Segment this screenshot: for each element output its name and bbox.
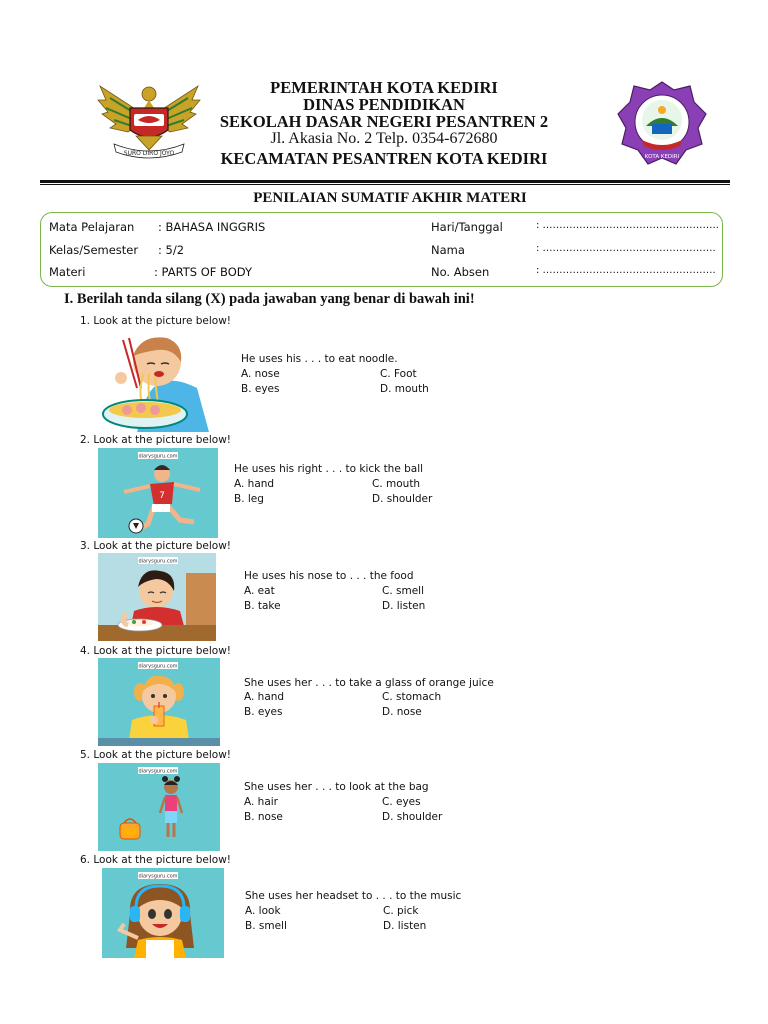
question-1-text: He uses his . . . to eat noodle. [241,353,398,365]
letterhead-line-1: PEMERINTAH KOTA KEDIRI [270,78,498,97]
question-3-option-b[interactable]: B. take [244,600,281,612]
question-5-option-c[interactable]: C. eyes [382,796,421,808]
letterhead-line-3: SEKOLAH DASAR NEGERI PESANTREN 2 [219,112,549,131]
question-2-option-d[interactable]: D. shoulder [372,493,433,505]
question-4-watermark: diarysguru.com [138,663,178,670]
question-5-text: She uses her . . . to look at the bag [244,781,429,793]
question-4-picture [98,658,220,746]
question-3-option-c[interactable]: C. smell [382,585,424,597]
name-field[interactable]: : ……………………………………………. [536,243,716,254]
left-logo-motto: SURO DIRO JOYO [123,150,175,157]
question-4-option-b[interactable]: B. eyes [244,706,283,718]
absen-label: No. Absen [431,265,490,279]
question-4-text: She uses her . . . to take a glass of orange juice [244,677,494,689]
question-5-option-b[interactable]: B. nose [244,811,283,823]
question-4-option-d[interactable]: D. nose [382,706,422,718]
question-3-picture [98,553,216,641]
question-2-option-b[interactable]: B. leg [234,493,264,505]
subject-value: : BAHASA INGGRIS [158,220,266,234]
question-2-picture [98,448,218,538]
question-2-heading: 2. Look at the picture below! [80,434,232,446]
question-5-watermark: diarysguru.com [138,768,178,775]
question-2-text: He uses his right . . . to kick the ball [234,463,424,475]
question-3-heading: 3. Look at the picture below! [80,540,232,552]
material-value: : PARTS OF BODY [154,265,253,279]
name-label: Nama [431,243,465,257]
class-value: : 5/2 [158,243,185,257]
question-6-option-b[interactable]: B. smell [245,920,287,932]
question-6-text: She uses her headset to . . . to the music [245,890,462,902]
question-2-option-a[interactable]: A. hand [234,478,275,490]
question-5-picture [98,763,220,851]
letterhead-line-5: KECAMATAN PESANTREN KOTA KEDIRI [220,149,548,168]
question-1-heading: 1. Look at the picture below! [80,315,232,327]
question-1-option-c[interactable]: C. Foot [380,368,417,380]
question-4-option-c[interactable]: C. stomach [382,691,442,703]
instruction-text: I. Berilah tanda silang (X) pada jawaban yang benar di bawah ini! [64,291,475,307]
question-5-heading: 5. Look at the picture below! [80,749,232,761]
question-3-text: He uses his nose to . . . the food [244,570,414,582]
question-1-picture [97,328,217,432]
question-3-option-a[interactable]: A. eat [244,585,275,597]
question-5-option-a[interactable]: A. hair [244,796,278,808]
question-1-option-a[interactable]: A. nose [241,368,280,380]
question-6-heading: 6. Look at the picture below! [80,854,232,866]
subject-label: Mata Pelajaran [49,220,135,234]
question-1-option-d[interactable]: D. mouth [380,383,429,395]
question-6-watermark: diarysguru.com [138,873,178,880]
material-label: Materi [49,265,86,279]
question-6-picture [102,868,224,958]
question-6-option-d[interactable]: D. listen [383,920,427,932]
question-1-option-b[interactable]: B. eyes [241,383,280,395]
svg-text:7: 7 [159,491,165,501]
question-3-option-d[interactable]: D. listen [382,600,426,612]
question-4-option-a[interactable]: A. hand [244,691,285,703]
right-logo-text: KOTA KEDIRI [644,154,680,160]
letterhead-line-4: Jl. Akasia No. 2 Telp. 0354-672680 [270,130,498,147]
question-6-option-c[interactable]: C. pick [383,905,419,917]
day-field[interactable]: : …………………………………………….. [536,220,719,231]
absen-field[interactable]: : ……………………………………………. [536,265,716,276]
letterhead-line-2: DINAS PENDIDIKAN [303,95,465,114]
question-2-option-c[interactable]: C. mouth [372,478,421,490]
question-6-option-a[interactable]: A. look [245,905,281,917]
letterhead-rule-thin [40,184,730,185]
page-title: PENILAIAN SUMATIF AKHIR MATERI [253,190,527,206]
day-label: Hari/Tanggal [431,220,503,234]
question-2-watermark: diarysguru.com [138,453,178,460]
question-5-option-d[interactable]: D. shoulder [382,811,443,823]
question-3-watermark: diarysguru.com [138,558,178,565]
letterhead-rule-thick [40,180,730,183]
question-4-heading: 4. Look at the picture below! [80,645,232,657]
class-label: Kelas/Semester [49,243,139,257]
